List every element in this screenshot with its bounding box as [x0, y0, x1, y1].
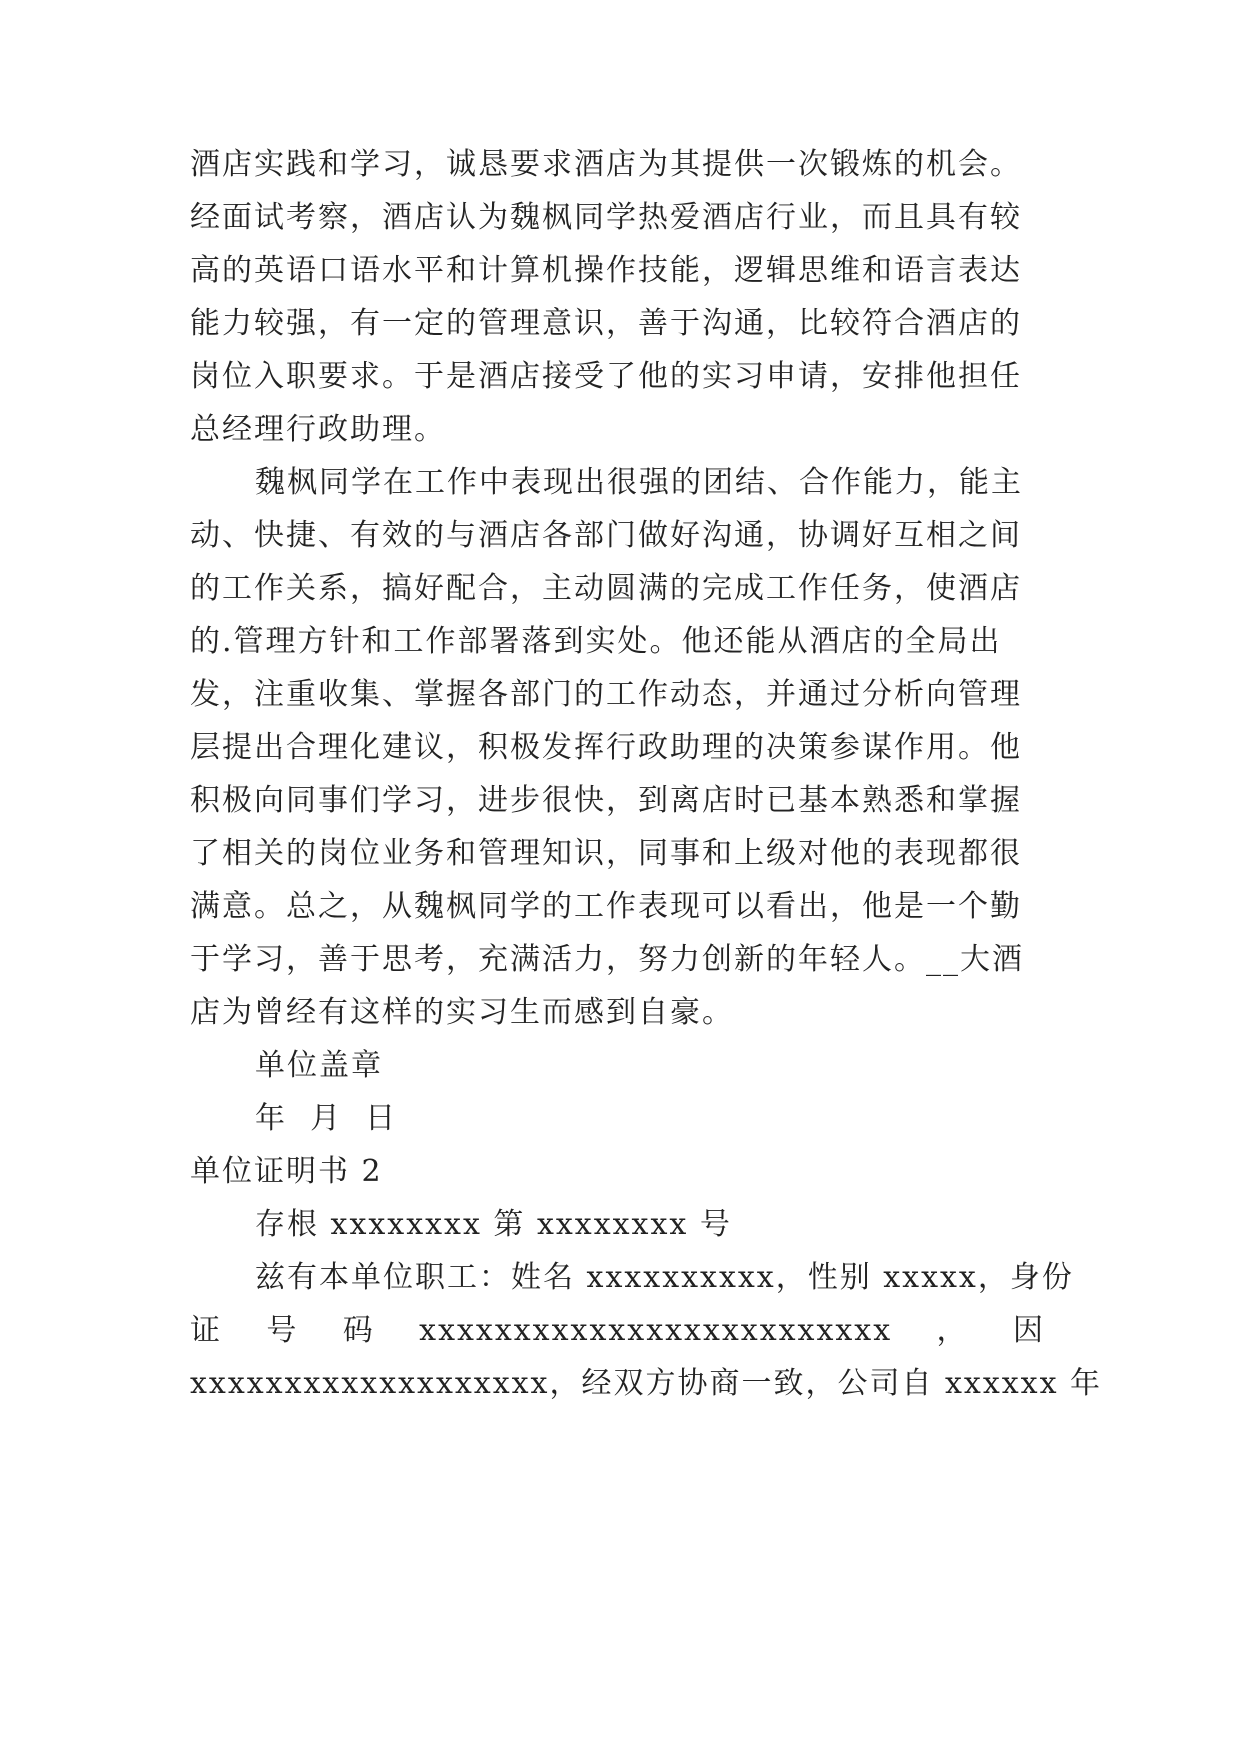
text-line: 积极向同事们学习，进步很快，到离店时已基本熟悉和掌握 [190, 783, 1022, 818]
id-value: xxxxxxxxxxxxxxxxxxxxxxxxx [419, 1313, 893, 1348]
text-line: 经面试考察，酒店认为魏枫同学热爱酒店行业，而且具有较 [190, 200, 1022, 235]
id-char: 号 [266, 1313, 299, 1348]
text-line: 总经理行政助理。 [190, 412, 446, 447]
text-line: 动、快捷、有效的与酒店各部门做好沟通，协调好互相之间 [190, 518, 1022, 553]
id-char: 因 [1012, 1313, 1045, 1348]
id-char: 证 [190, 1313, 222, 1348]
seal-label: 单位盖章 [255, 1048, 383, 1083]
text-line: 兹有本单位职工：姓名 xxxxxxxxxx，性别 xxxxx，身份 [255, 1260, 1074, 1295]
text-line: 于学习，善于思考，充满活力，努力创新的年轻人。__大酒 [190, 942, 1024, 977]
text-line: 店为曾经有这样的实习生而感到自豪。 [190, 995, 734, 1030]
section-heading: 单位证明书 2 [190, 1154, 383, 1189]
id-punct: ， [936, 1313, 969, 1348]
text-line: 岗位入职要求。于是酒店接受了他的实习申请，安排他担任 [190, 359, 1022, 394]
text-line: xxxxxxxxxxxxxxxxxxx，经双方协商一致，公司自 xxxxxx 年 [190, 1366, 1103, 1401]
text-line: 满意。总之，从魏枫同学的工作表现可以看出，他是一个勤 [190, 889, 1022, 924]
text-line: 的.管理方针和工作部署落到实处。他还能从酒店的全局出 [190, 624, 1002, 659]
text-line: 酒店实践和学习，诚恳要求酒店为其提供一次锻炼的机会。 [190, 147, 1022, 182]
stub-number-line: 存根 xxxxxxxx 第 xxxxxxxx 号 [255, 1207, 732, 1242]
text-line: 高的英语口语水平和计算机操作技能，逻辑思维和语言表达 [190, 253, 1022, 288]
text-line: 能力较强，有一定的管理意识，善于沟通，比较符合酒店的 [190, 306, 1022, 341]
text-line: 了相关的岗位业务和管理知识，同事和上级对他的表现都很 [190, 836, 1022, 871]
date-line: 年 月 日 [255, 1101, 398, 1136]
text-line: 魏枫同学在工作中表现出很强的团结、合作能力，能主 [255, 465, 1023, 500]
id-char: 码 [342, 1313, 375, 1348]
id-number-line [190, 1311, 1045, 1351]
text-line: 的工作关系，搞好配合，主动圆满的完成工作任务，使酒店 [190, 571, 1022, 606]
text-line: 发，注重收集、掌握各部门的工作动态，并通过分析向管理 [190, 677, 1022, 712]
text-line: 层提出合理化建议，积极发挥行政助理的决策参谋作用。他 [190, 730, 1022, 765]
